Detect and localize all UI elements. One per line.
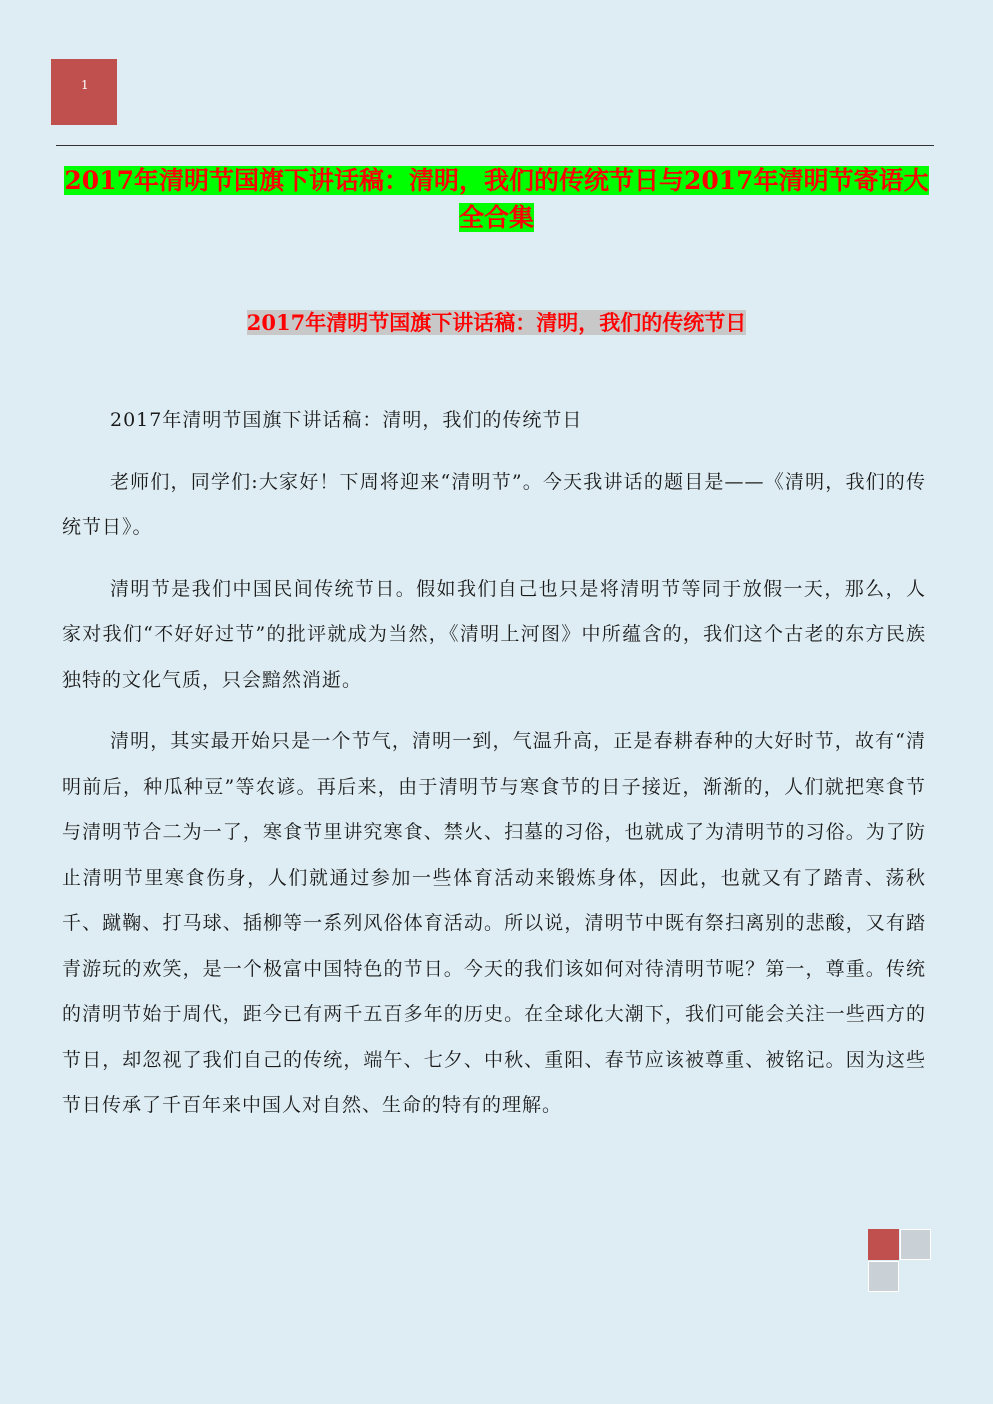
section-title-text: 2017年清明节国旗下讲话稿：清明，我们的传统节日 bbox=[246, 310, 747, 335]
corner-decoration-gray bbox=[868, 1261, 899, 1292]
paragraph: 清明节是我们中国民间传统节日。假如我们自己也只是将清明节等同于放假一天，那么，人家对我们“不好好过节”的批评就成为当然，《清明上河图》中所蕴含的，我们这个古老的东方民族独特的文化气质，只会黯然消逝。 bbox=[62, 577, 926, 691]
paragraph: 清明，其实最开始只是一个节气，清明一到，气温升高，正是春耕春种的大好时节，故有“清明前后，种瓜种豆”等农谚。再后来，由于清明节与寒食节的日子接近，渐渐的，人们就把寒食节与清明节合二为一了，寒食节里讲究寒食、禁火、扫墓的习俗，也就成了为清明节的习俗。为了防止清明节里寒食伤身，人们就通过参加一些体育活动来锻炼身体，因此，也就又有了踏青、荡秋千、蹴鞠、打马球、插柳等一系列风俗体育活动。所以说，清明节中既有祭扫离别的悲酸，又有踏青游玩的欢笑，是一个极富中国特色的节日。今天的我们该如何对待清明节呢？第一，尊重。传统的清明节始于周代，距今已有两千五百多年的历史。在全球化大潮下，我们可能会关注一些西方的节日，却忽视了我们自己的传统，端午、七夕、中秋、重阳、春节应该被尊重、被铭记。因为这些节日传承了千百年来中国人对自然、生命的特有的理解。 bbox=[62, 730, 926, 1116]
paragraph: 老师们，同学们:大家好！下周将迎来“清明节”。今天我讲话的题目是——《清明，我们的传统节日》。 bbox=[62, 470, 926, 538]
paragraph: 2017年清明节国旗下讲话稿：清明，我们的传统节日 bbox=[110, 409, 583, 431]
header-divider bbox=[56, 145, 934, 146]
page-number-badge bbox=[51, 59, 117, 125]
section-title bbox=[56, 306, 937, 340]
main-title bbox=[56, 162, 937, 236]
article-body bbox=[62, 398, 926, 1145]
main-title-text: 2017年清明节国旗下讲话稿：清明，我们的传统节日与2017年清明节寄语大全合集 bbox=[64, 166, 929, 232]
corner-decoration-gray bbox=[900, 1229, 931, 1260]
page-number: 1 bbox=[81, 78, 89, 92]
corner-decoration-red bbox=[868, 1229, 899, 1260]
